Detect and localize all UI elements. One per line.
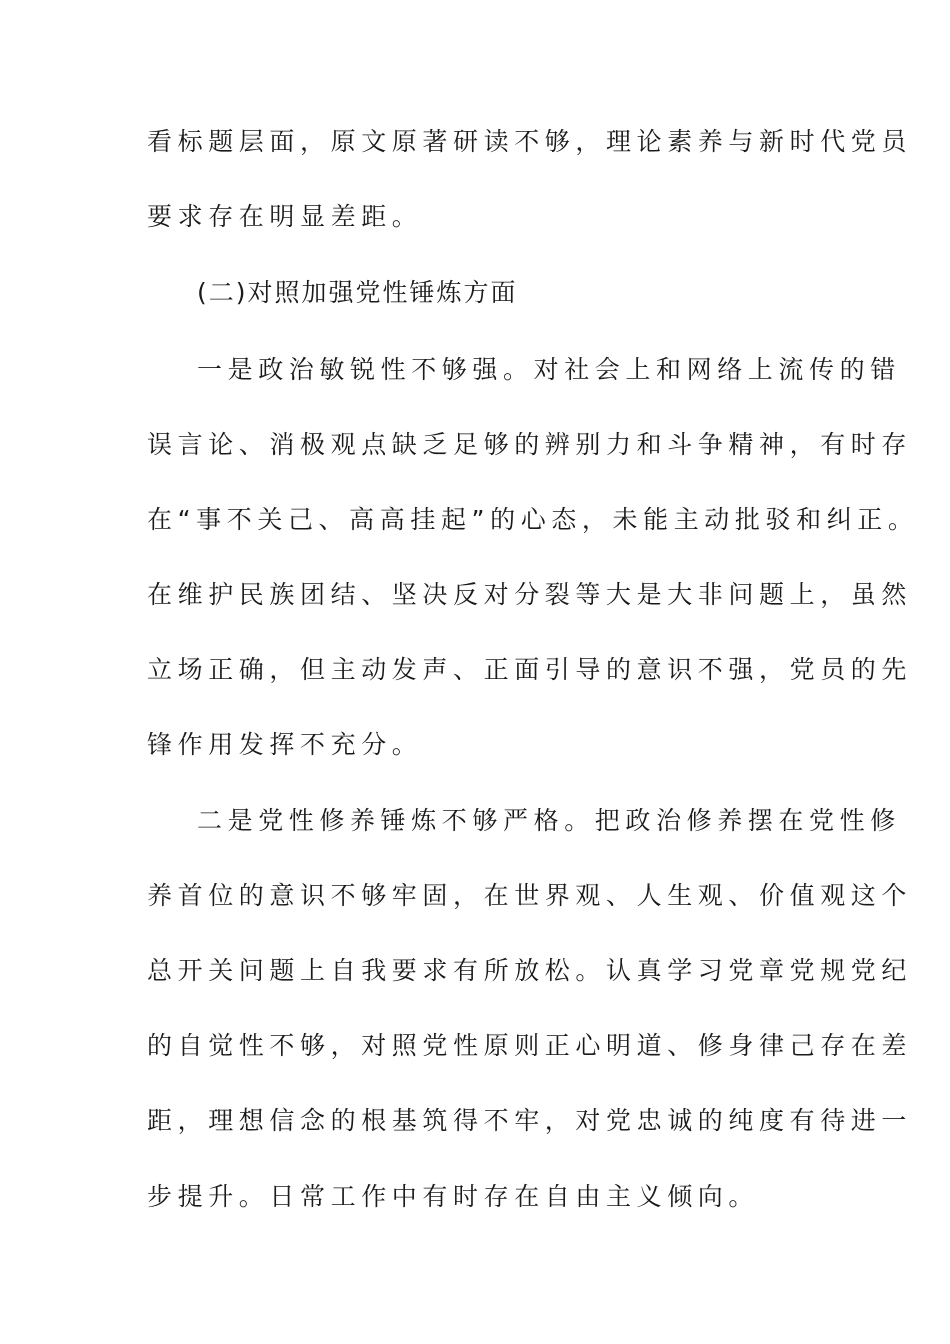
paragraph-line: 立场正确，但主动发声、正面引导的意识不强，党员的先 bbox=[147, 655, 913, 684]
paragraph-line: 距，理想信念的根基筑得不牢，对党忠诚的纯度有待进一 bbox=[147, 1106, 913, 1135]
paragraph-line: 在“事不关己、高高挂起”的心态，未能主动批驳和纠正。 bbox=[147, 505, 919, 534]
paragraph-line: 在维护民族团结、坚决反对分裂等大是大非问题上，虽然 bbox=[147, 580, 913, 609]
paragraph-line: 要求存在明显差距。 bbox=[147, 202, 423, 231]
paragraph-line: 步提升。日常工作中有时存在自由主义倾向。 bbox=[147, 1182, 760, 1211]
section-heading: (二)对照加强党性锤炼方面 bbox=[197, 278, 518, 307]
paragraph-line: 看标题层面，原文原著研读不够，理论素养与新时代党员 bbox=[147, 127, 913, 156]
paragraph-line: 二是党性修养锤炼不够严格。把政治修养摆在党性修 bbox=[197, 806, 901, 835]
paragraph-line: 总开关问题上自我要求有所放松。认真学习党章党规党纪 bbox=[147, 956, 913, 985]
paragraph-line: 锋作用发挥不充分。 bbox=[147, 730, 423, 759]
paragraph-line: 的自觉性不够，对照党性原则正心明道、修身律己存在差 bbox=[147, 1031, 913, 1060]
paragraph-line: 误言论、消极观点缺乏足够的辨别力和斗争精神，有时存 bbox=[147, 430, 913, 459]
paragraph-line: 养首位的意识不够牢固，在世界观、人生观、价值观这个 bbox=[147, 881, 913, 910]
paragraph-line: 一是政治敏锐性不够强。对社会上和网络上流传的错 bbox=[197, 355, 901, 384]
